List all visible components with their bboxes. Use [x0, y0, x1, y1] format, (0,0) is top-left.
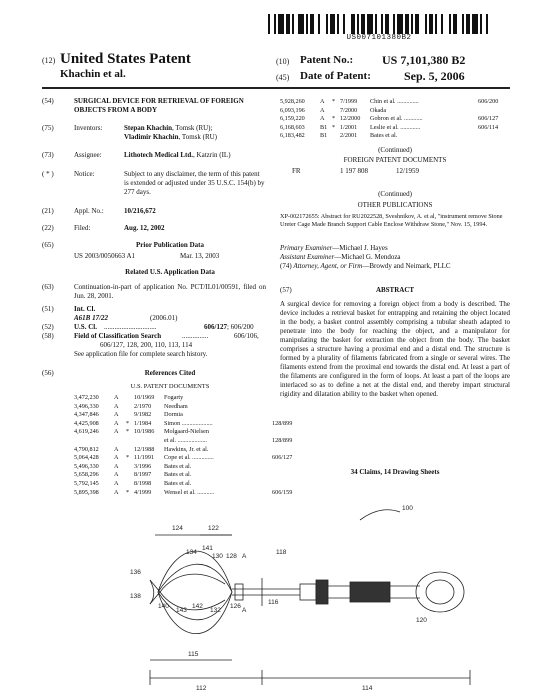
- reference-date: 9/1982: [134, 411, 152, 419]
- related-heading: Related U.S. Application Data: [125, 268, 215, 276]
- reference-kind: A: [114, 480, 119, 487]
- filed-date: Aug. 12, 2002: [124, 224, 165, 232]
- code-12: (12): [42, 56, 56, 65]
- intcl-year: (2006.01): [150, 314, 178, 322]
- doc-type: United States Patent: [60, 51, 191, 67]
- reference-date: 2/1970: [134, 402, 152, 410]
- inventors-label: Inventors:: [74, 124, 103, 132]
- reference-no: 6,168,603: [280, 123, 305, 131]
- reference-star: *: [126, 419, 130, 427]
- code-45: (45): [276, 73, 290, 82]
- reference-no: 4,619,246: [74, 428, 99, 436]
- refs-code: (56): [42, 369, 54, 377]
- reference-name: Okada: [370, 106, 387, 114]
- label-a-bottom: A: [242, 607, 247, 614]
- abstract-heading: ABSTRACT: [375, 286, 415, 294]
- barcode: [268, 14, 490, 34]
- label-138: 138: [130, 593, 141, 600]
- label-116: 116: [268, 599, 279, 606]
- reference-kind: A: [320, 106, 325, 114]
- patent-title: SURGICAL DEVICE FOR RETRIEVAL OF FOREIGN OBJECTS FROM A BODY: [74, 97, 244, 114]
- reference-name: Bates et al.: [370, 132, 398, 140]
- label-141: 141: [202, 545, 213, 552]
- reference-no: 6,159,220: [280, 115, 305, 123]
- reference-name: Needham: [164, 402, 188, 410]
- continued-1: (Continued): [378, 146, 412, 154]
- reference-kind: A: [114, 402, 119, 410]
- reference-name: Simon ....................: [164, 419, 213, 427]
- reference-no: 6,183,482: [280, 132, 305, 140]
- reference-star: *: [332, 115, 336, 123]
- cont-code: (63): [42, 283, 54, 291]
- reference-name: Leslie et al. .............: [370, 123, 421, 131]
- reference-kind: B1: [320, 123, 328, 131]
- label-136: 136: [130, 569, 141, 576]
- reference-name: Dormia: [164, 411, 183, 419]
- date-label: Date of Patent:: [300, 70, 371, 82]
- reference-kind: A: [114, 488, 119, 496]
- refs-sub: U.S. PATENT DOCUMENTS: [130, 383, 210, 390]
- cont-text: Continuation-in-part of application No. PCT/IL01/00591, filed on Jun. 28, 2001.: [74, 283, 266, 300]
- primary-examiner: Primary Examiner—Michael J. Hayes: [280, 244, 388, 252]
- reference-star: *: [332, 98, 336, 105]
- foreign-heading: FOREIGN PATENT DOCUMENTS: [343, 156, 447, 164]
- reference-kind: B1: [320, 132, 328, 140]
- field-dots: ...............: [182, 332, 209, 340]
- label-128: 128: [226, 553, 237, 560]
- reference-no: 5,064,428: [74, 454, 99, 462]
- reference-cls: 606/200: [478, 98, 499, 105]
- label-142: 142: [192, 603, 203, 610]
- filed-label: Filed:: [74, 224, 91, 232]
- reference-kind: A: [114, 428, 119, 436]
- notice-code: ( * ): [42, 170, 54, 178]
- reference-name: Bates et al.: [164, 471, 192, 479]
- label-126: 126: [230, 603, 241, 610]
- reference-star: *: [126, 488, 130, 496]
- label-122: 122: [208, 525, 219, 532]
- header-rule: [42, 87, 510, 89]
- reference-name: Bates et al.: [164, 480, 192, 487]
- intcl-code: (51): [42, 305, 54, 313]
- reference-no: 5,928,260: [280, 98, 305, 105]
- reference-kind: A: [320, 98, 325, 105]
- reference-cls: 606/127: [272, 454, 293, 462]
- prior-heading: Prior Publication Data: [136, 241, 204, 249]
- reference-date: 4/1999: [134, 488, 152, 496]
- reference-star: *: [126, 428, 130, 436]
- patent-date: Sep. 5, 2006: [404, 69, 465, 83]
- field-code: (58): [42, 332, 54, 340]
- collar: [235, 584, 243, 600]
- reference-name: Cope et al. ..............: [164, 454, 214, 462]
- reference-no: 5,792,145: [74, 480, 99, 487]
- label-118: 118: [276, 549, 287, 556]
- attorney: (74) Attorney, Agent, or Firm—Browdy and Neimark, PLLC: [280, 262, 451, 270]
- other-text: XP-002172655: Abstract for RU2022528, Sveshnikov, A. et al, "instrument remove Stone Ureter Cage Made Branch Support Cable Enclose Withdraw Stone," Nov. 15, 1994.: [280, 213, 503, 228]
- uscl-code: (52): [42, 323, 54, 331]
- intcl-label: Int. Cl.: [74, 305, 96, 313]
- reference-no: 3,472,230: [74, 394, 99, 401]
- reference-cls: 606/159: [272, 488, 293, 496]
- reference-kind: A: [320, 115, 325, 123]
- reference-date: 10/1969: [134, 394, 155, 401]
- reference-no: 4,347,846: [74, 411, 99, 419]
- intcl-class: A61B 17/22: [74, 314, 109, 322]
- label-130: 130: [212, 553, 223, 560]
- barcode-bar: [488, 14, 490, 34]
- uscl-label: U.S. Cl.: [74, 323, 97, 331]
- refs-heading: References Cited: [144, 369, 196, 377]
- leader-100: [360, 510, 400, 520]
- reference-no: 4,790,812: [74, 445, 99, 453]
- foreign-date: 12/1959: [396, 167, 419, 175]
- field-value: 606/106,: [234, 332, 259, 340]
- label-134: 134: [186, 549, 197, 556]
- reference-kind: A: [114, 411, 119, 419]
- reference-kind: A: [114, 419, 119, 427]
- reference-name: Molgaard-Nielsen: [164, 428, 210, 436]
- reference-name: Fogarty: [164, 394, 184, 401]
- reference-kind: A: [114, 394, 119, 401]
- reference-date: 10/1986: [134, 428, 155, 436]
- reference-name: Bates et al.: [164, 462, 192, 470]
- reference-star: *: [332, 123, 336, 131]
- appl-code: (21): [42, 207, 54, 215]
- reference-cls: 606/114: [478, 123, 499, 131]
- reference-no: 3,496,330: [74, 402, 99, 410]
- reference-date: 8/1998: [134, 480, 152, 487]
- label-100: 100: [402, 505, 413, 512]
- thumb-ring-inner: [426, 580, 454, 604]
- other-heading: OTHER PUBLICATIONS: [357, 201, 433, 209]
- reference-no: 5,895,398: [74, 488, 99, 496]
- assignee-label: Assignee:: [74, 151, 102, 159]
- reference-date: 2/2001: [340, 132, 358, 140]
- prior-pub: US 2003/0050663 A1: [74, 252, 136, 260]
- reference-cls: 128/899: [272, 437, 293, 444]
- uscl-dots: ..............................: [104, 323, 157, 331]
- label-143: 143: [176, 607, 187, 614]
- patent-no: US 7,101,380 B2: [382, 53, 466, 67]
- code-10: (10): [276, 57, 290, 66]
- notice-label: Notice:: [74, 170, 95, 178]
- reference-kind: A: [114, 471, 119, 479]
- label-a-top: A: [242, 553, 247, 560]
- field-label: Field of Classification Search: [74, 332, 162, 340]
- inventors-short: Khachin et al.: [60, 68, 126, 80]
- reference-cls: 606/127: [478, 115, 499, 123]
- reference-kind: A: [114, 454, 119, 462]
- notice-text: Subject to any disclaimer, the term of this patent is extended or adjusted under 35 U.S.C. 154(b) by 277 days.: [124, 170, 265, 196]
- handle-connector: [300, 584, 316, 600]
- reference-no: 5,496,330: [74, 462, 99, 470]
- appl-no: 10/216,672: [124, 207, 156, 215]
- reference-date: 8/1997: [134, 471, 152, 479]
- inventor-2: Vladimir Khachin, Tomsk (RU): [124, 133, 217, 141]
- reference-name: Gobron et al. ............: [370, 115, 423, 123]
- barcode-number: US007101380B2: [346, 34, 412, 42]
- label-120: 120: [416, 617, 427, 624]
- inventors-code: (75): [42, 124, 54, 132]
- filed-code: (22): [42, 224, 54, 232]
- assistant-examiner: Assistant Examiner—Michael G. Mendoza: [280, 253, 401, 261]
- reference-no: 4,425,908: [74, 419, 99, 427]
- reference-name: et al. ...................: [164, 437, 207, 444]
- prior-code: (65): [42, 241, 54, 249]
- title-code: (54): [42, 97, 54, 105]
- uscl-value: 606/127; 606/200: [204, 323, 254, 331]
- reference-name: Hawkins, Jr. et al.: [164, 445, 209, 453]
- patent-no-label: Patent No.:: [300, 54, 354, 66]
- patent-figure: [0, 480, 543, 700]
- reference-date: 7/1999: [340, 98, 358, 105]
- handle-slider: [350, 582, 390, 602]
- field-value-2: 606/127, 128, 200, 110, 113, 114: [100, 341, 193, 349]
- label-124: 124: [172, 525, 183, 532]
- reference-name: Wensel et al. ...........: [164, 488, 215, 496]
- reference-date: 11/1991: [134, 454, 155, 462]
- reference-cls: 128/899: [272, 419, 293, 427]
- inventor-1: Stepan Khachin, Tomsk (RU);: [124, 124, 213, 132]
- label-112: 112: [196, 685, 207, 692]
- reference-date: 12/1988: [134, 445, 155, 453]
- assignee-code: (73): [42, 151, 54, 159]
- label-115: 115: [188, 651, 199, 658]
- appl-label: Appl. No.:: [74, 207, 104, 215]
- foreign-country: FR: [292, 167, 301, 175]
- assignee: Lithotech Medical Ltd., Katzrin (IL): [124, 151, 231, 159]
- label-114: 114: [362, 685, 373, 692]
- claims-line: 34 Claims, 14 Drawing Sheets: [350, 468, 440, 476]
- reference-date: 3/1996: [134, 462, 152, 470]
- abstract-text: A surgical device for removing a foreign object from a body is described. The device includes a retrieval basket for entrapping and retaining the object located in the body, a basket control assembly comprising a tubular sheath adapted to penetrate into the body for reaching the object, and a manipulator for manipulating the basket for extraction the object from the body. The basket comprises a structure having a proximal end and a distal end. The structure is formed by a plurality of filaments fabricated from a single or several wires. The filaments extend from the proximal end towards the distal end. At least a part of the filaments are configured in the form of loops. At least a part of the loops are interlaced so as to define a net at the distal end, and thereby impart structural rigidity and dilatation ability to the basket when opened.: [280, 300, 510, 398]
- label-140: 140: [158, 603, 169, 610]
- foreign-no: 1 197 808: [340, 167, 368, 175]
- reference-name: Chin et al. ..............: [370, 98, 419, 105]
- handle-ring: [316, 580, 328, 604]
- reference-kind: A: [114, 462, 119, 470]
- reference-no: 6,093,196: [280, 106, 305, 114]
- reference-date: 1/2001: [340, 123, 358, 131]
- reference-no: 5,658,296: [74, 471, 99, 479]
- thumb-ring: [416, 572, 464, 612]
- field-note: See application file for complete search history.: [74, 350, 208, 358]
- basket-loop-2: [158, 592, 232, 634]
- prior-date: Mar. 13, 2003: [180, 252, 220, 260]
- abstract-code: (57): [280, 286, 292, 294]
- reference-date: 1/1984: [134, 419, 152, 427]
- continued-2: (Continued): [378, 190, 412, 198]
- reference-kind: A: [114, 445, 119, 453]
- reference-date: 7/2000: [340, 106, 358, 114]
- reference-star: *: [126, 454, 130, 462]
- reference-date: 12/2000: [340, 115, 361, 123]
- label-132: 132: [210, 607, 221, 614]
